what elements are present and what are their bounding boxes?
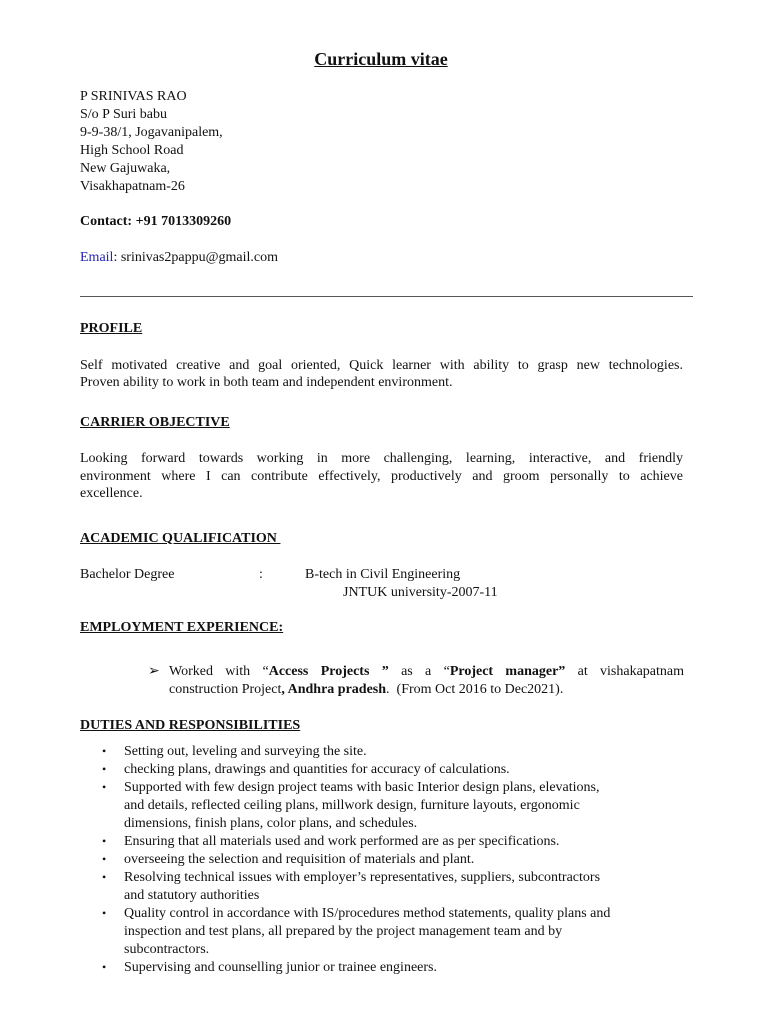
state: , Andhra pradesh	[281, 682, 387, 697]
page-title: Curriculum vitae	[314, 49, 448, 69]
objective-line: excellence.	[80, 486, 143, 501]
bullet-icon: •	[102, 960, 107, 974]
company: Access Projects ”	[268, 664, 389, 679]
bullet-icon: •	[102, 780, 107, 794]
duty-item-line: subcontractors.	[124, 942, 210, 957]
bullet-icon: •	[102, 852, 107, 866]
duty-item-line: Setting out, leveling and surveying the site.	[124, 744, 367, 759]
profile-line: Self motivated creative and goal oriented, Quick learner with ability to grasp new technologies.	[80, 358, 683, 373]
text: construction Project	[169, 682, 282, 697]
degree-separator: :	[259, 567, 263, 582]
address-line: 9-9-38/1, Jogavanipalem,	[80, 125, 223, 140]
duty-item-line: Quality control in accordance with IS/procedures method statements, quality plans and	[124, 906, 611, 921]
name: P SRINIVAS RAO	[80, 89, 187, 104]
duty-item-line: dimensions, finish plans, color plans, and schedules.	[124, 816, 418, 831]
duty-item-line: checking plans, drawings and quantities for accuracy of calculations.	[124, 762, 510, 777]
arrow-bullet-icon: ➢	[148, 664, 160, 679]
objective-line: environment where I can contribute effectively, productively and groom personally to achieve	[80, 469, 683, 484]
employment-line	[169, 663, 684, 681]
duty-item-line: and statutory authorities	[124, 888, 260, 903]
bullet-icon: •	[102, 744, 107, 758]
role: Project manager”	[449, 664, 566, 679]
duty-item-line: Supported with few design project teams with basic Interior design plans, elevations,	[124, 780, 600, 795]
profile-line: Proven ability to work in both team and independent environment.	[80, 375, 453, 390]
email-value: srinivas2pappu@gmail.com	[120, 250, 278, 265]
duty-item-line: Resolving technical issues with employer’s representatives, suppliers, subcontractors	[124, 870, 601, 885]
address-line: High School Road	[80, 143, 184, 158]
text: as a “	[388, 664, 450, 679]
text: . (From Oct 2016 to Dec2021).	[386, 682, 564, 697]
bullet-icon: •	[102, 870, 107, 884]
divider	[80, 296, 693, 297]
duty-item-line: overseeing the selection and requisition of materials and plant.	[124, 852, 475, 867]
email-row: Email: srinivas2pappu@gmail.com	[80, 250, 278, 265]
text: Worked with “	[169, 664, 269, 679]
university: JNTUK university-2007-11	[343, 585, 498, 600]
academic-heading: ACADEMIC QUALIFICATION	[80, 531, 281, 546]
objective-heading: CARRIER OBJECTIVE	[80, 415, 230, 430]
objective-line: Looking forward towards working in more challenging, learning, interactive, and friendly	[80, 451, 683, 466]
address-block	[80, 88, 223, 196]
bullet-icon: •	[102, 906, 107, 920]
degree-label: Bachelor Degree	[80, 567, 175, 582]
text: at vishakapatnam	[565, 664, 685, 679]
address-line: New Gajuwaka,	[80, 161, 171, 176]
email-label: Email	[80, 250, 114, 265]
duty-item-line: Supervising and counselling junior or trainee engineers.	[124, 960, 437, 975]
contact: Contact: +91 7013309260	[80, 214, 232, 229]
duty-item-line: and details, reflected ceiling plans, millwork design, furniture layouts, ergonomic	[124, 798, 580, 813]
bullet-icon: •	[102, 762, 107, 776]
bullet-icon: •	[102, 834, 107, 848]
profile-heading: PROFILE	[80, 321, 143, 336]
degree-value: B-tech in Civil Engineering	[305, 567, 461, 582]
address-line: Visakhapatnam-26	[80, 179, 185, 194]
address-line: S/o P Suri babu	[80, 107, 167, 122]
duty-item-line: inspection and test plans, all prepared by the project management team and by	[124, 924, 563, 939]
duty-item-line: Ensuring that all materials used and work performed are as per specifications.	[124, 834, 560, 849]
employment-line	[169, 681, 563, 699]
duties-heading: DUTIES AND RESPONSIBILITIES	[80, 718, 301, 733]
employment-heading: EMPLOYMENT EXPERIENCE:	[80, 620, 284, 635]
